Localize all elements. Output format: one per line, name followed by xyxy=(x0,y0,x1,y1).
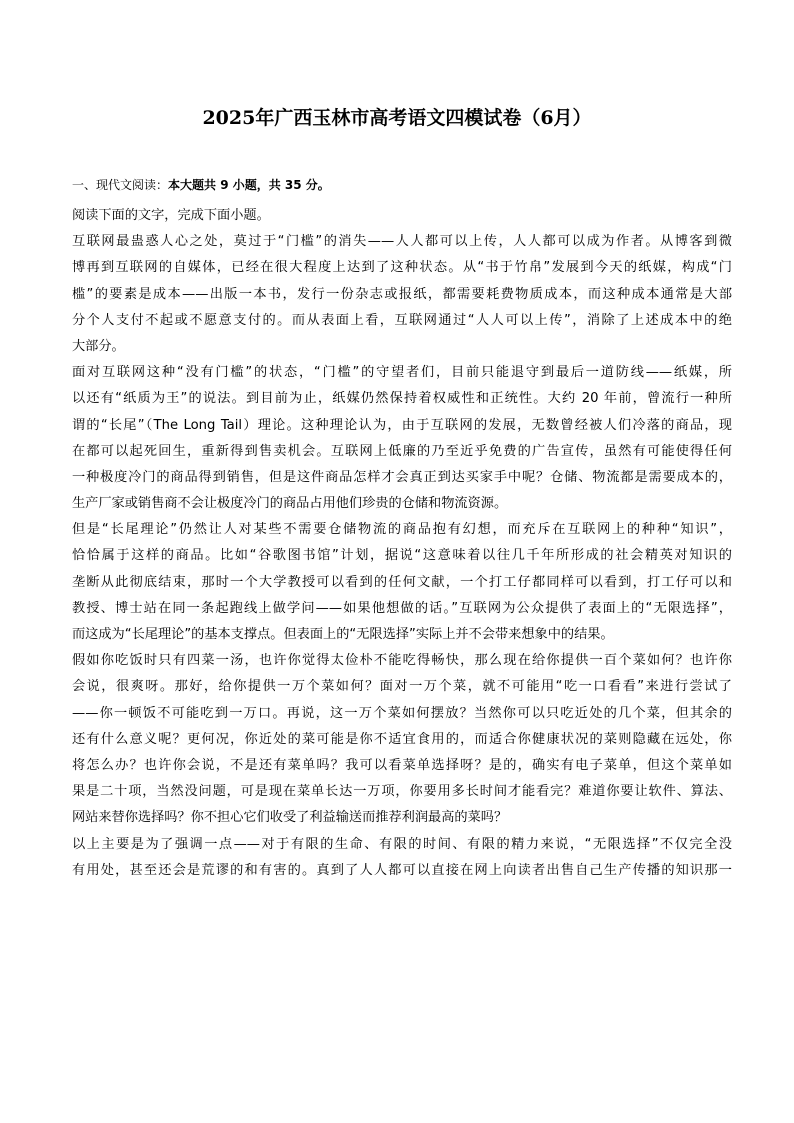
passage-line: 假如你吃饭时只有四菜一汤，也许你觉得太俭朴不能吃得畅快，那么现在给你提供一百个菜如何？也许你 xyxy=(72,653,732,669)
passage-line: 垄断从此彻底结束，那时一个大学教授可以看到的任何文献，一个打工仔都同样可以看到，打工仔可以和 xyxy=(72,574,732,590)
passage-line: 以还有“纸质为王”的说法。到目前为止，纸媒仍然保持着权威性和正统性。大约 20 年前，曾流行一种所 xyxy=(72,391,732,407)
passage-line: 有用处，甚至还会是荒谬的和有害的。真到了人人都可以直接在网上向读者出售自己生产传播的知识那一 xyxy=(72,862,732,878)
passage-line: 恰恰属于这样的商品。比如“谷歌图书馆”计划，据说“这意味着以往几千年所形成的社会精英对知识的 xyxy=(72,548,732,564)
passage-line: 但是“长尾理论”仍然让人对某些不需要仓储物流的商品抱有幻想，而充斥在互联网上的种种“知识”， xyxy=(72,522,732,538)
passage-line: 一种极度冷门的商品得到销售，但是这件商品怎样才会真正到达买家手中呢？仓储、物流都是需要成本的， xyxy=(72,469,732,485)
passage-line: 还有什么意义呢？更何况，你近处的菜可能是你不适宜食用的，而适合你健康状况的菜则隐藏在远处，你 xyxy=(72,731,732,747)
passage-line: 分个人支付不起或不愿意支付的。而从表面上看，互联网通过“人人可以上传”，消除了上述成本中的绝 xyxy=(72,312,732,328)
passage-line: 果是二十项，当然没问题，可是现在菜单长达一万项，你要用多长时间才能看完？难道你要让软件、算法、 xyxy=(72,784,732,800)
passage-line: 谓的“长尾”（The Long Tail）理论。这种理论认为，由于互联网的发展，无数曾经被人们冷落的商品，现 xyxy=(72,417,732,433)
passage-line: 在都可以起死回生，重新得到售卖机会。互联网上低廉的乃至近乎免费的广告宣传，虽然有可能使得任何 xyxy=(72,443,732,459)
passage-line: 将怎么办？也许你会说，不是还有菜单吗？我可以看菜单选择呀？是的，确实有电子菜单，但这个菜单如 xyxy=(72,757,732,773)
section-heading-prefix: 一、现代文阅读： xyxy=(72,178,169,192)
section-heading-detail: 本大题共 9 小题，共 35 分。 xyxy=(168,178,330,192)
passage-instruction: 阅读下面的文字，完成下面小题。 xyxy=(72,208,270,223)
passage-line: 大部分。 xyxy=(72,338,125,354)
passage-line: 以上主要是为了强调一点——对于有限的生命、有限的时间、有限的精力来说，“无限选择”不仅完全没 xyxy=(72,836,732,852)
passage-line: 生产厂家或销售商不会让极度冷门的商品占用他们珍贵的仓储和物流资源。 xyxy=(72,496,508,512)
passage-line: 互联网最蛊惑人心之处，莫过于“门槛”的消失——人人都可以上传，人人都可以成为作者。从博客到微 xyxy=(72,234,732,250)
passage-line: 面对互联网这种“没有门槛”的状态，“门槛”的守望者们，目前只能退守到最后一道防线——纸媒，所 xyxy=(72,365,732,381)
section-heading xyxy=(72,175,330,195)
passage-line: 网站来替你选择吗？你不担心它们收受了利益输送而推荐利润最高的菜吗？ xyxy=(72,810,508,826)
page-title: 2025年广西玉林市高考语文四模试卷（6月） xyxy=(202,107,592,129)
passage-line: 而这成为“长尾理论”的基本支撑点。但表面上的“无限选择”实际上并不会带来想象中的结果。 xyxy=(72,627,614,642)
reading-passage xyxy=(72,203,732,884)
passage-line: 会说，很爽呀。那好，给你提供一万个菜如何？面对一万个菜，就不可能用“吃一口看看”来进行尝试了 xyxy=(72,679,732,695)
passage-line: 博再到互联网的自媒体，已经在很大程度上达到了这种状态。从“书于竹帛”发展到今天的纸媒，构成“门 xyxy=(72,260,732,276)
passage-line: 槛”的要素是成本——出版一本书，发行一份杂志或报纸，都需要耗费物质成本，而这种成本通常是大部 xyxy=(72,286,732,302)
passage-line: ——你一顿饭不可能吃到一万口。再说，这一万个菜如何摆放？当然你可以只吃近处的几个菜，但其余的 xyxy=(72,705,732,721)
passage-line: 教授、博士站在同一条起跑线上做学问——如果他想做的话。”互联网为公众提供了表面上的“无限选择”， xyxy=(72,600,732,616)
